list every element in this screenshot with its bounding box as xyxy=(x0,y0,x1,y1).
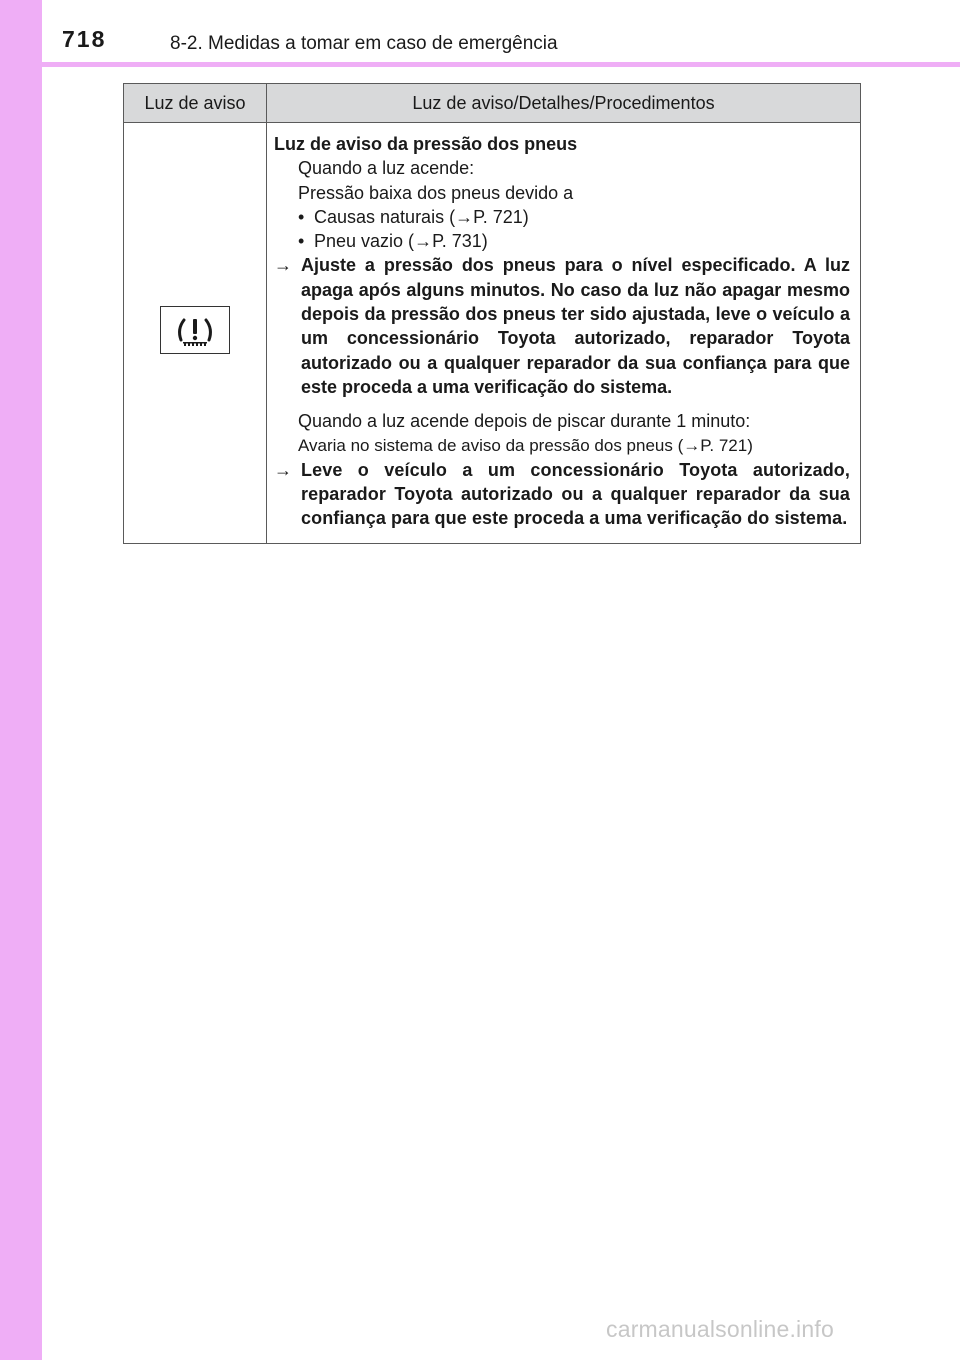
procedure-action xyxy=(274,458,850,531)
header-rule xyxy=(42,62,960,67)
list-item xyxy=(274,229,850,253)
procedure-action xyxy=(274,253,850,399)
action-text: Ajuste a pressão dos pneus para o nível especificado. A luz apaga após alguns minutos. No caso da luz não apagar mesmo depois da pressão dos pneus ter sido ajustada, leve o veículo a um concessionário Toyota autorizado, reparador Toyota autorizado ou a qualquer reparador da sua confiança para que este proceda a uma verificação do sistema. xyxy=(301,255,850,397)
details-cell xyxy=(267,123,861,544)
arrow-icon: → xyxy=(274,255,292,276)
arrow-icon: → xyxy=(274,459,293,480)
page-number: 718 xyxy=(62,26,107,52)
bullet-text: Pneu vazio ( xyxy=(314,231,415,252)
cause-intro: Pressão baixa dos pneus devido a xyxy=(298,182,574,203)
section-title: 8-2. Medidas a tomar em caso de emergência xyxy=(170,33,558,54)
page-reference: P. 721) xyxy=(700,435,753,455)
table-header-row xyxy=(124,84,861,123)
warning-light-table xyxy=(123,83,861,544)
action-text: Leve o veículo a um concessionário Toyota autorizado, reparador Toyota autorizado ou a qualquer reparador da sua confiança para que este proceda a uma verificação do sistema. xyxy=(301,459,850,529)
table-row xyxy=(124,123,861,544)
condition-line: Quando a luz acende depois de piscar durante 1 minuto: xyxy=(298,411,751,432)
cause-line xyxy=(274,434,850,458)
arrow-icon: → xyxy=(414,231,433,252)
condition-line: Quando a luz acende: xyxy=(298,158,475,179)
column-header-details: Luz de aviso/Detalhes/Procedimentos xyxy=(267,84,861,123)
arrow-icon: → xyxy=(455,206,474,227)
cause-text: Avaria no sistema de aviso da pressão dos pneus ( xyxy=(298,435,684,455)
tire-pressure-warning-icon xyxy=(160,306,230,354)
bullet-glyph: • xyxy=(298,231,305,252)
column-header-warning-light: Luz de aviso xyxy=(124,84,267,123)
watermark: carmanualsonline.info xyxy=(606,1316,834,1342)
page-reference: P. 731) xyxy=(432,231,488,252)
warning-light-cell xyxy=(124,123,267,544)
list-item xyxy=(274,205,850,229)
arrow-icon: → xyxy=(683,435,701,455)
bullet-text: Causas naturais ( xyxy=(314,206,456,227)
warning-title: Luz de aviso da pressão dos pneus xyxy=(274,134,578,154)
bullet-glyph: • xyxy=(298,206,305,227)
side-margin-band xyxy=(0,0,42,1360)
page-reference: P. 721) xyxy=(473,206,529,227)
